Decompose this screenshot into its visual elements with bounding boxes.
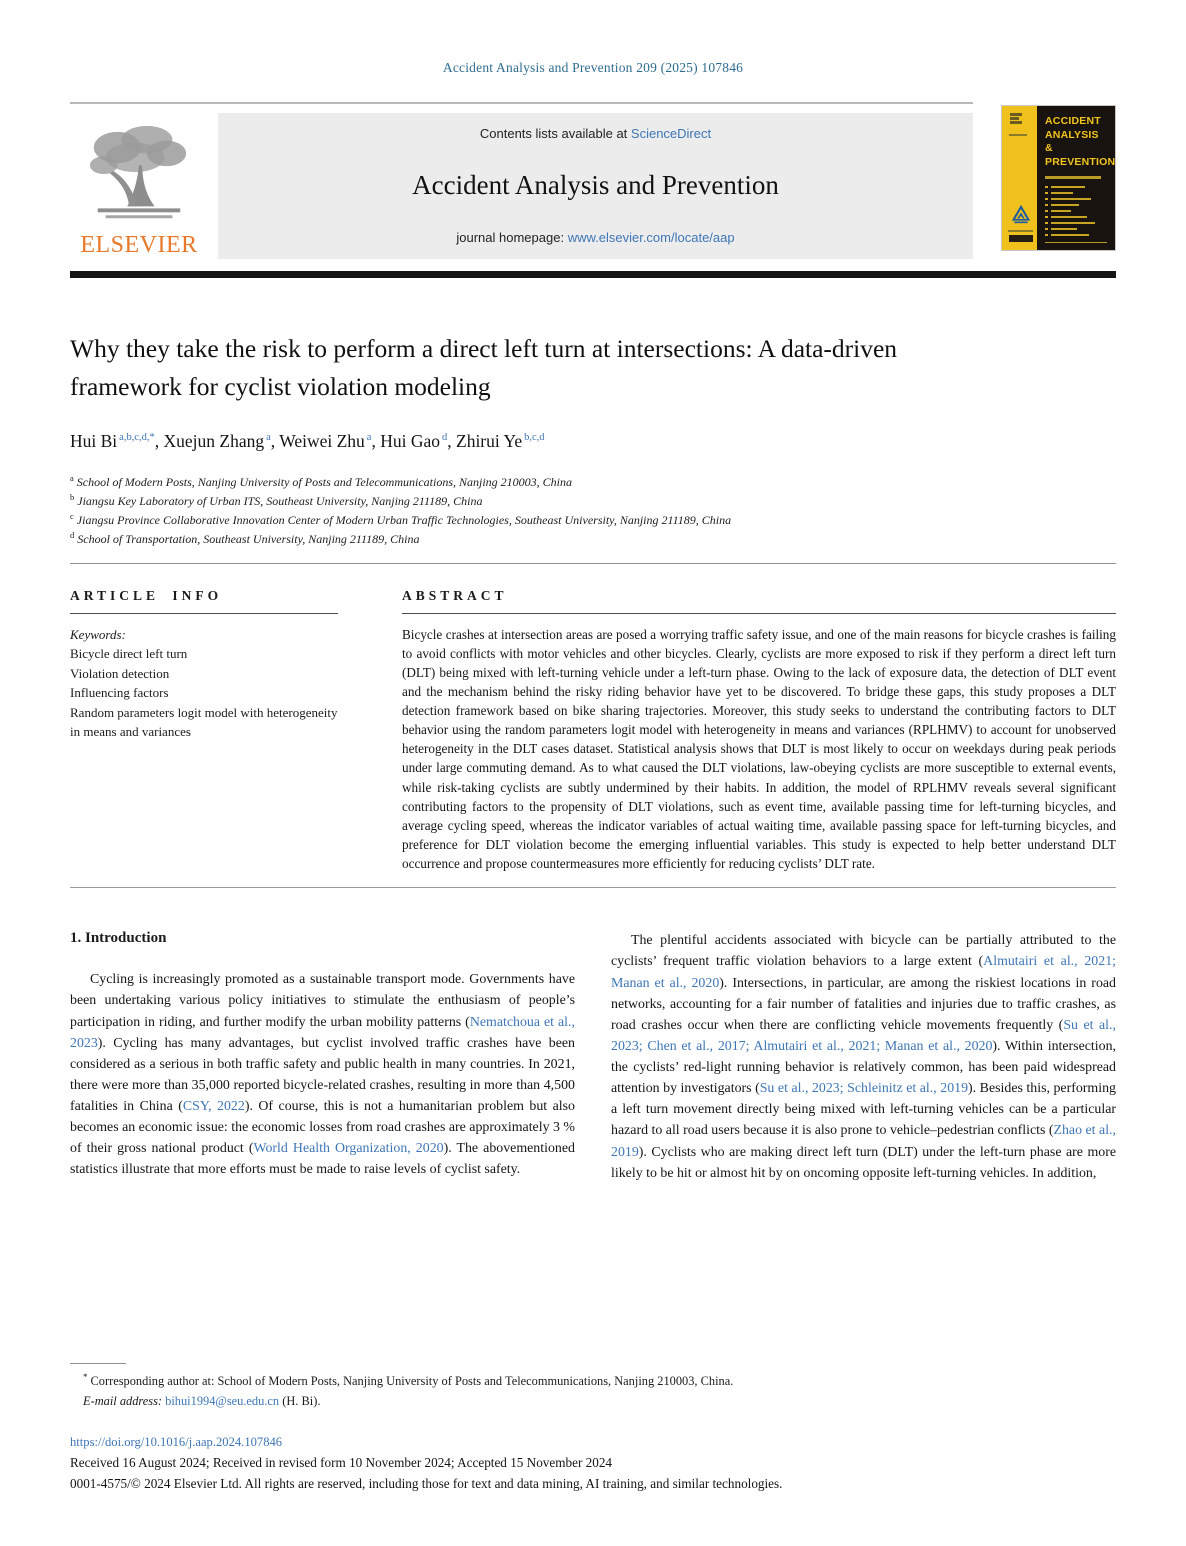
author-name: Weiwei Zhu [279,430,365,451]
citation-link[interactable]: Zhao et al., 2019 [611,1123,1116,1160]
page-footer [70,1363,1116,1492]
introduction-heading: 1. Introduction [70,930,167,947]
cover-topic-list [1045,186,1108,237]
keyword: Random parameters logit model with heterogeneity in means and variances [70,704,338,739]
article-info-rule [70,613,338,614]
citation-link[interactable]: World Health Organization, 2020 [253,1141,444,1157]
article-title: Why they take the risk to perform a direct left turn at intersections: A data-driven framework for cyclist violation modeling [70,334,898,402]
masthead-top-rule [70,102,973,104]
keyword: Violation detection [70,665,170,681]
intro-paragraph: The plentiful accidents associated with bicycle can be partially attributed to the cyclists’ frequent traffic violation behaviors to a large extent (Almutairi et al., 2021; Manan et al., 2020). Intersections, in particular, are among the riskiest locations in road networks, accounting for a fair number of fatalities and injuries due to traffic crashes, as road crashes occur when there are conflicting vehicle movements frequently (Su et al., 2023; Chen et al., 2017; Almutairi et al., 2021; Manan et al., 2020). Within intersection, the cyclists’ red-light running behavior is relatively common, has been paid widespread attention by investigators (Su et al., 2023; Schleinitz et al., 2019). Besides this, performing a left turn movement directly being mixed with left-turning vehicles can be a particular hazard to all road users because it is also prone to vehicle–pedestrian conflicts (Zhao et al., 2019). Cyclists who are making direct left turn (DLT) under the left-turn phase are more likely to be hit or almost hit by on oncoming opposite left-turning vehicles. In addition, [611,933,1116,1181]
cover-title: ACCIDENT ANALYSIS & PREVENTION [1045,115,1116,168]
keywords-label: Keywords: [70,626,126,642]
section-divider-rule [70,887,1116,888]
citation-link[interactable]: Su et al., 2023; Chen et al., 2017; Almutairi et al., 2021; Manan et al., 2020 [611,1017,1116,1054]
elsevier-tree-icon [80,122,198,230]
author-affil-sup: d [442,431,448,443]
author-affil-sup: a,b,c,d,* [119,431,155,443]
cover-crest-icon [1010,113,1022,124]
affiliation: $^b$ Jiangsu Key Laboratory of Urban ITS, Southeast University, Nanjing 211189, China [70,491,483,508]
corresponding-author-note: * Corresponding author at: School of Modern Posts, Nanjing University of Posts and Telecommunications, Nanjing 210003, China. E-mail address: bihui1994@seu.edu.cn (H. Bi). [83,1372,734,1408]
author: Hui Bi $^{a,b,c,d,*}$, [70,430,164,451]
citation-link[interactable]: CSY, 2022 [182,1099,245,1115]
article-info-heading: ARTICLE INFO [70,587,223,603]
masthead-black-bar [70,271,1116,278]
author: Hui Gao $^d$, [380,430,456,451]
abstract-column [402,588,1116,874]
journal-homepage-link[interactable]: www.elsevier.com/locate/aap [567,230,735,245]
author: Xuejun Zhang $^a$, [163,430,280,451]
author-affil-sup: b,c,d [524,431,545,443]
citation-link[interactable]: Almutairi et al., 2021; Manan et al., 2020 [611,954,1116,991]
citation-link[interactable]: Nematchoua et al., 2023 [70,1014,575,1051]
keyword: Bicycle direct left turn [70,646,188,661]
affiliation-list [70,472,1116,548]
abstract-rule [402,613,1116,614]
affiliation: $^a$ School of Modern Posts, Nanjing University of Posts and Telecommunications, Nanjing 210003, China [70,472,572,489]
abstract-heading: ABSTRACT [402,587,508,603]
elsevier-logo [70,113,218,259]
copyright-line: 0001-4575/© 2024 Elsevier Ltd. All rights are reserved, including those for text and data mining, AI training, and similar technologies. [70,1476,783,1491]
intro-right-column [611,930,1116,1184]
author: Weiwei Zhu $^a$, [279,430,381,451]
author-name: Zhirui Ye [456,430,523,451]
journal-reference: Accident Analysis and Prevention 209 (2025) 107846 [442,60,744,75]
article-info-column [70,588,338,874]
elsevier-wordmark: ELSEVIER [80,232,198,258]
cover-divider [1008,230,1033,232]
homepage-line: journal homepage: www.elsevier.com/locate/aap [456,230,735,245]
keyword: Influencing factors [70,685,169,700]
masthead-main [70,102,973,259]
author-name: Hui Gao [380,430,440,451]
journal-title: Accident Analysis and Prevention [412,170,779,200]
author-list [70,431,1116,452]
author [456,431,545,451]
cover-issn-mark [1009,134,1027,136]
intro-paragraph: Cycling is increasingly promoted as a sustainable transport mode. Governments have been undertaking various policy initiatives to stimulate the enthusiasm of people’s participation in riding, and further modify the urban mobility patterns (Nematchoua et al., 2023). Cycling has many advantages, but cyclist involved traffic crashes have been considered as a serious in both traffic safety and public health in many countries. In 2021, there were more than 35,000 reported bicycle-related crashes, resulting in more than 4,500 fatalities in China (CSY, 2022). Of course, this is not a humanitarian problem but also becomes an economic issue: the economic losses from road crashes are approximately 3 % of their gross national product (World Health Organization, 2020). The abovementioned statistics illustrate that more efforts must be made to raise levels of cyclist safety. [70,972,575,1178]
cover-bottom-rule [1045,242,1107,243]
journal-cover-thumbnail[interactable] [1001,105,1116,251]
intro-left-column [70,930,575,1184]
affiliation: $^c$ Jiangsu Province Collaborative Innovation Center of Modern Urban Traffic Technologies, Southeast University, Nanjing 211189, China [70,510,732,527]
cover-peacock-icon [1011,204,1031,224]
footnote-rule [70,1363,126,1364]
author-name: Xuejun Zhang [163,430,265,451]
divider-rule [70,563,1116,564]
email-link[interactable]: bihui1994@seu.edu.cn [165,1393,280,1408]
cover-editor-line [1045,176,1101,179]
introduction-section [70,930,1116,1184]
abstract-text: Bicycle crashes at intersection areas are posed a worrying traffic safety issue, and one of the main reasons for bicycle crashes is failing to avoid conflicts with motor vehicles and other bicycles. Clearly, cyclists are more exposed to risk if they perform a direct left turn (DLT) being mixed with left-turning vehicle under a left-turn phase. Owing to the lack of exposure data, the detection of DLT event and the mechanism behind the risky riding behavior have yet to be discovered. To bridge these gaps, this study proposes a DLT detection framework based on bike sharing trajectories. Moreover, this study seeks to understand the contributing factors to DLT behavior using the random parameters logit model with heterogeneity in means and variances (RPLHMV) to account for unobserved heterogeneity in the DLT cases dataset. Statistical analysis shows that DLT is most likely to occur on weekdays during peak periods under large commuting demand. As to what caused the DLT violations, law-obeying cyclists are more susceptible to external events, while risk-taking cyclists are subtly undermined by their habits. In addition, the model of RPLHMV reveals several significant contributing factors to the propensity of DLT violations, such as event time, available passing time for left-turning bicycles, and average cycling speed, whereas the indicator variables of actual waiting time, available passing space for left-turning bicycles, and preference for DLT violation become the emerging influential variables. This study is expected to help better understand DLT occurrence and propose countermeasures more efficiently for reducing cyclists’ DLT rate. [402,626,1116,872]
journal-banner [218,113,973,259]
cover-panel [1037,106,1115,250]
sciencedirect-link[interactable]: ScienceDirect [630,126,712,141]
footnote-asterisk: * [83,1372,88,1383]
masthead [70,102,1116,259]
affiliation: $^d$ School of Transportation, Southeast University, Nanjing 211189, China [70,529,420,546]
citation-link[interactable]: Su et al., 2023; Schleinitz et al., 2019 [759,1081,969,1097]
email-label: E-mail address: [83,1393,163,1408]
doi-link[interactable]: https://doi.org/10.1016/j.aap.2024.107846 [70,1435,283,1449]
author-affil-sup: a [266,431,271,443]
cover-sciencedirect-badge [1009,235,1033,242]
contents-line: Contents lists available at ScienceDirect [479,126,712,141]
author-name: Hui Bi [70,430,118,451]
author-affil-sup: a [366,431,372,443]
received-dates: Received 16 August 2024; Received in revised form 10 November 2024; Accepted 15 November 2024 [70,1455,613,1470]
keywords-block [70,625,338,742]
